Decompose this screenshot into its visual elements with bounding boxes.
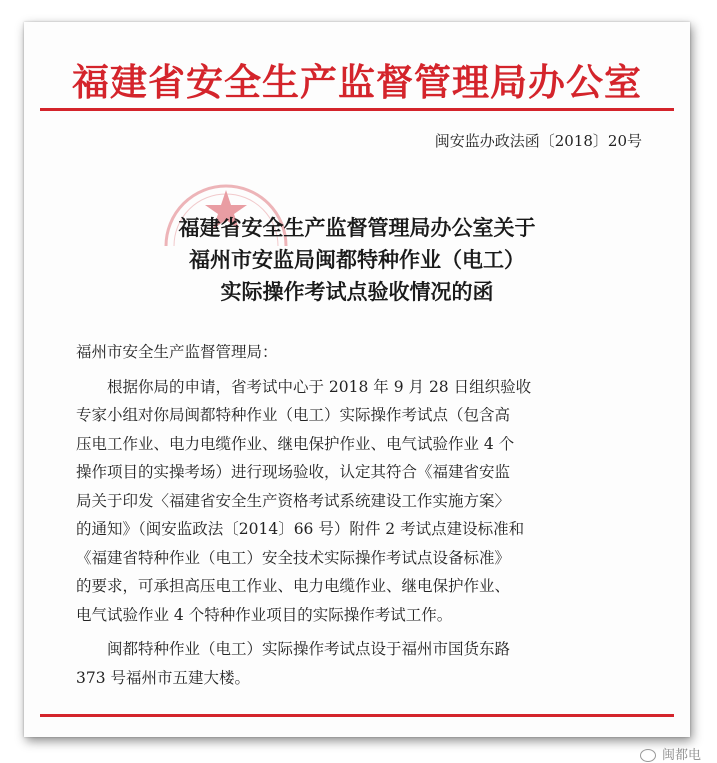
title-line: 实际操作考试点验收情况的函	[220, 279, 494, 304]
body-line: 压电工作业、电力电缆作业、继电保护作业、电气试验作业 4 个	[76, 434, 515, 453]
document-page	[24, 22, 690, 737]
body-line: 电气试验作业 4 个特种作业项目的实际操作考试工作。	[76, 605, 453, 624]
letter-title	[84, 212, 630, 308]
header-red-rule	[40, 108, 674, 111]
body-line: 根据你局的申请，省考试中心于 2018 年 9 月 28 日组织验收	[107, 377, 532, 396]
org-header-title: 福建省安全生产监督管理局办公室	[72, 60, 642, 104]
body-line: 闽都特种作业（电工）实际操作考试点设于福州市国货东路	[107, 640, 511, 658]
wechat-icon	[640, 749, 656, 762]
title-line: 福州市安监局闽都特种作业（电工）	[189, 247, 525, 272]
footer-red-rule	[40, 714, 674, 717]
body-line: 专家小组对你局闽都特种作业（电工）实际操作考试点（包含高	[76, 406, 511, 424]
body-line: 373 号福州市五建大楼。	[76, 668, 251, 687]
wechat-watermark	[640, 744, 701, 763]
body-line: 操作项目的实操考场）进行现场验收，认定其符合《福建省安监	[76, 463, 511, 481]
body-line: 《福建省特种作业（电工）安全技术实际操作考试点设备标准》	[76, 548, 511, 567]
body-line: 局关于印发〈福建省安全生产资格考试系统建设工作实施方案〉	[76, 491, 511, 510]
watermark-text: 闽都电	[662, 748, 702, 763]
letter-body	[76, 338, 686, 692]
addressee: 福州市安全生产监督管理局：	[76, 343, 278, 361]
title-line: 福建省安全生产监督管理局办公室关于	[178, 215, 536, 240]
body-line: 的通知》（闽安监政法〔2014〕66 号）附件 2 考试点建设标准和	[76, 520, 525, 538]
document-number: 闽安监办政法函〔2018〕20号	[434, 132, 642, 150]
body-line: 的要求，可承担高压电工作业、电力电缆作业、继电保护作业、	[76, 577, 511, 595]
